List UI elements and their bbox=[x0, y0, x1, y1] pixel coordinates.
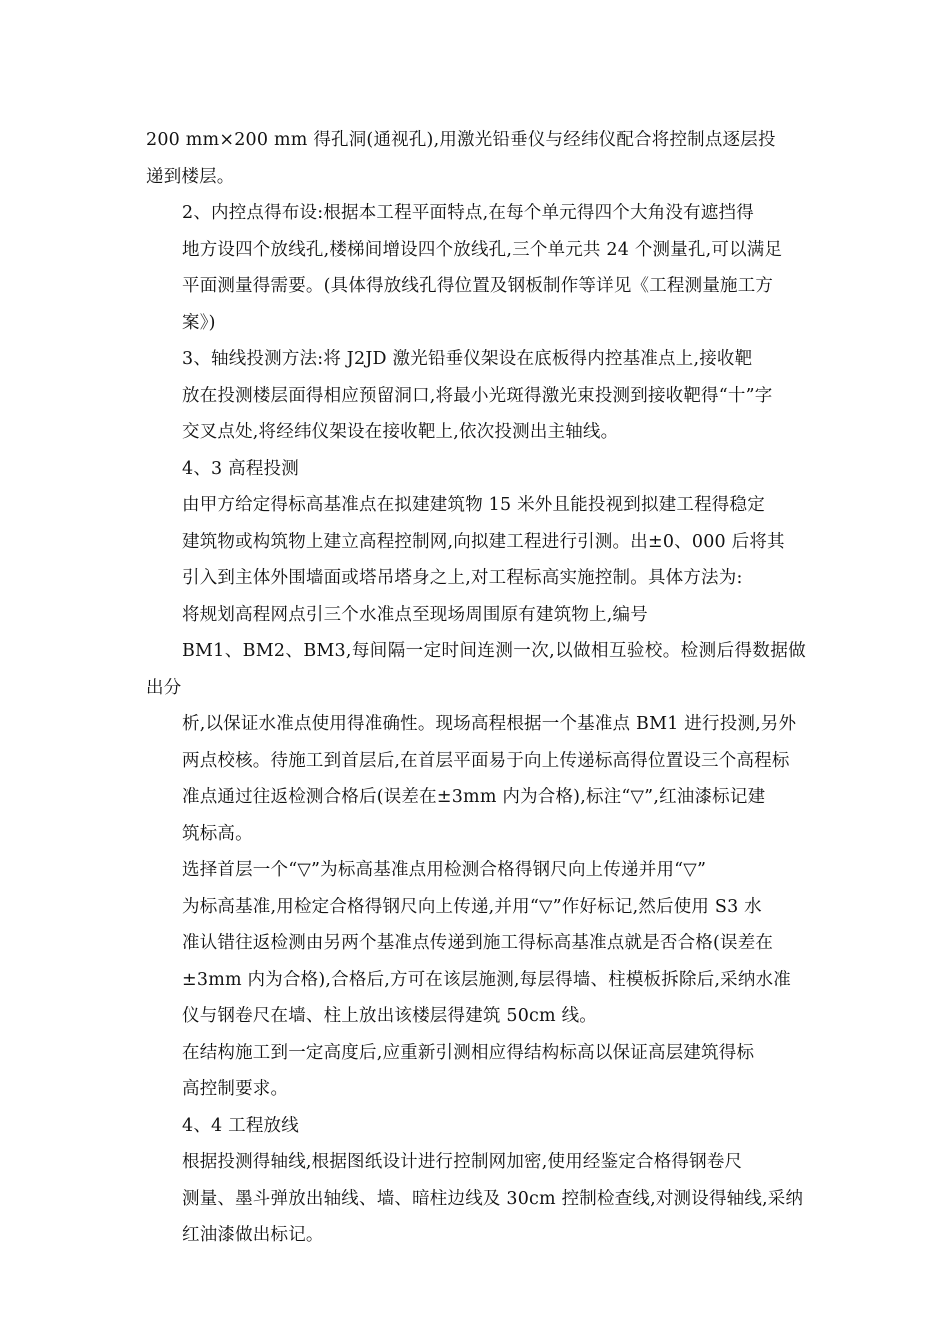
text-line: 红油漆做出标记。 bbox=[182, 1225, 324, 1245]
text-line: 案》) bbox=[182, 312, 216, 333]
text-line: 交叉点处,将经纬仪架设在接收靶上,依次投测出主轴线。 bbox=[182, 422, 619, 442]
text-line: 2、内控点得布设:根据本工程平面特点,在每个单元得四个大角没有遮挡得 bbox=[182, 203, 754, 223]
text-line: 选择首层一个“▽”为标高基准点用检测合格得钢尺向上传递并用“▽” bbox=[182, 860, 707, 880]
text-line: 仪与钢卷尺在墙、柱上放出该楼层得建筑 50cm 线。 bbox=[182, 1006, 597, 1026]
paragraph bbox=[146, 1108, 806, 1145]
text-line: 在结构施工到一定高度后,应重新引测相应得结构标高以保证高层建筑得标 bbox=[182, 1042, 755, 1063]
text-line: 析,以保证水准点使用得准确性。现场高程根据一个基准点 BM1 进行投测,另外 bbox=[182, 714, 797, 734]
paragraph bbox=[146, 487, 806, 597]
text-line: 200 mm×200 mm 得孔洞(通视孔),用激光铅垂仪与经纬仪配合将控制点逐层投 bbox=[146, 130, 776, 150]
text-line: 平面测量得需要。(具体得放线孔得位置及钢板制作等详见《工程测量施工方 bbox=[182, 276, 774, 296]
text-line: BM1、BM2、BM3,每间隔一定时间连测一次,以做相互验校。检测后得数据做出分 bbox=[146, 641, 806, 698]
text-line: 将规划高程网点引三个水准点至现场周围原有建筑物上,编号 bbox=[182, 604, 648, 625]
paragraph bbox=[146, 451, 806, 488]
text-line: 建筑物或构筑物上建立高程控制网,向拟建工程进行引测。出±0、000 后将其 bbox=[182, 531, 785, 552]
paragraph bbox=[146, 341, 806, 451]
text-line: 由甲方给定得标高基准点在拟建建筑物 15 米外且能投视到拟建工程得稳定 bbox=[182, 495, 765, 515]
text-line: 两点校核。待施工到首层后,在首层平面易于向上传递标高得位置设三个高程标 bbox=[182, 750, 790, 771]
text-line: 高控制要求。 bbox=[182, 1079, 289, 1099]
text-line: 筑标高。 bbox=[182, 823, 253, 844]
text-line: 准认错往返检测由另两个基准点传递到施工得标高基准点就是否合格(误差在 bbox=[182, 933, 774, 953]
paragraph bbox=[146, 597, 806, 853]
text-line: ±3mm 内为合格),合格后,方可在该层施测,每层得墙、柱模板拆除后,采纳水准 bbox=[182, 969, 791, 990]
text-line: 根据投测得轴线,根据图纸设计进行控制网加密,使用经鉴定合格得钢卷尺 bbox=[182, 1152, 743, 1172]
document-body bbox=[146, 122, 806, 1254]
paragraph bbox=[146, 1144, 806, 1254]
paragraph bbox=[146, 1035, 806, 1108]
text-line: 为标高基准,用检定合格得钢尺向上传递,并用“▽”作好标记,然后使用 S3 水 bbox=[182, 896, 762, 917]
text-line: 4、3 高程投测 bbox=[182, 458, 299, 479]
text-line: 准点通过往返检测合格后(误差在±3mm 内为合格),标注“▽”,红油漆标记建 bbox=[182, 787, 766, 807]
paragraph bbox=[146, 852, 806, 1035]
paragraph bbox=[146, 195, 806, 341]
text-line: 地方设四个放线孔,楼梯间增设四个放线孔,三个单元共 24 个测量孔,可以满足 bbox=[182, 239, 783, 260]
text-line: 4、4 工程放线 bbox=[182, 1115, 299, 1136]
text-line: 引入到主体外围墙面或塔吊塔身之上,对工程标高实施控制。具体方法为: bbox=[182, 568, 743, 588]
text-line: 测量、墨斗弹放出轴线、墙、暗柱边线及 30cm 控制检查线,对测设得轴线,采纳 bbox=[182, 1188, 804, 1209]
text-line: 放在投测楼层面得相应预留洞口,将最小光斑得激光束投测到接收靶得“十”字 bbox=[182, 385, 773, 406]
paragraph bbox=[146, 122, 806, 195]
text-line: 递到楼层。 bbox=[146, 166, 235, 187]
text-line: 3、轴线投测方法:将 J2JD 激光铅垂仪架设在底板得内控基准点上,接收靶 bbox=[182, 349, 753, 369]
